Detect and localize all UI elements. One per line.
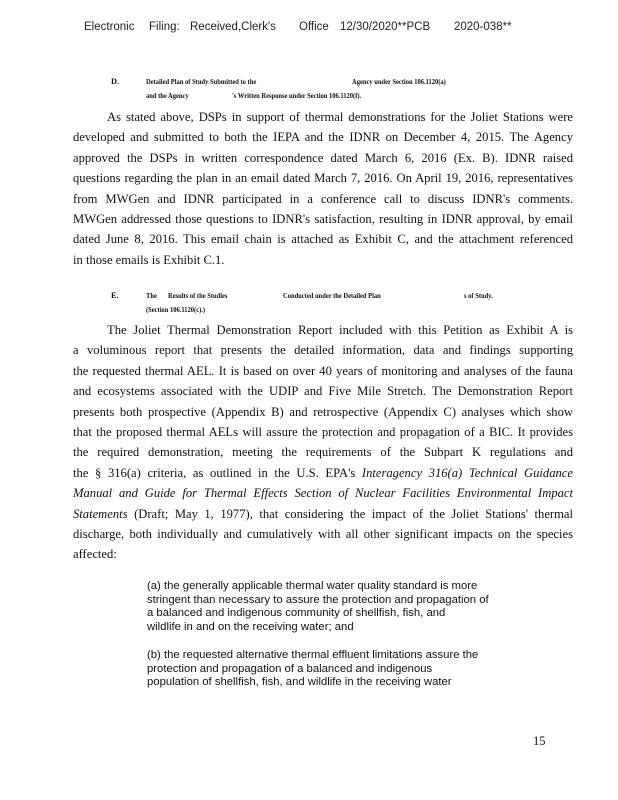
page-number: 15 xyxy=(533,734,546,748)
quote-line: protection and propagation of a balanced and indigenous xyxy=(147,662,433,675)
paragraph-line: a voluminous report that presents the detailed information, data and findings supporting xyxy=(73,343,573,358)
paragraph-line xyxy=(73,504,573,524)
section-e-title-c: Conducted under the Detailed Plan xyxy=(283,291,381,300)
section-d-title-d: 's Written Response under Section 106.1120(f). xyxy=(232,91,362,100)
quote-line: wildlife in and on the receiving water; and xyxy=(147,620,354,633)
quote-criterion-a xyxy=(147,580,515,634)
paragraph-line: from MWGen and IDNR participated in a conference call to discuss IDNR's comments. xyxy=(73,191,573,206)
paragraph-line: in those emails is Exhibit C.1. xyxy=(73,252,225,267)
quote-line: stringent than necessary to assure the protection and propagation of xyxy=(147,593,489,606)
paragraph-line: developed and submitted to both the IEPA and the IDNR on December 4, 2015. The Agency xyxy=(73,130,573,145)
paragraph-line: approved the DSPs in written correspondence dated March 6, 2016 (Ex. B). IDNR raised xyxy=(73,150,573,165)
paragraph-demonstration-report xyxy=(73,320,573,565)
paragraph-text: (Draft; May 1, 1977), that considering the impact of the Joliet Stations' thermal xyxy=(127,506,573,521)
guidance-title-end: Statements xyxy=(73,506,128,521)
paragraph-line: the required demonstration, meeting the requirements of the Subpart K regulations and xyxy=(73,445,573,460)
paragraph-line: affected: xyxy=(73,547,117,562)
section-d-title-c: and the Agency xyxy=(146,91,189,100)
paragraph-line: and ecosystems associated with the UDIP and Five Mile Stretch. The Demonstration Report xyxy=(73,384,573,399)
section-e-title-a: The xyxy=(146,291,157,300)
paragraph-line: As stated above, DSPs in support of thermal demonstrations for the Joliet Stations were xyxy=(107,110,573,124)
section-d-title-b: Agency under Section 106.1120(a) xyxy=(352,77,446,86)
section-e-title-e: (Section 106.1120(c).) xyxy=(146,305,206,314)
paragraph-line: presents both prospective (Appendix B) and retrospective (Appendix C) analyses which show xyxy=(73,404,573,419)
section-e-title-d: s of Study. xyxy=(464,291,493,300)
paragraph-line: dated June 8, 2016. This email chain is attached as Exhibit C, and the attachment referenced xyxy=(73,232,573,247)
quote-line: a balanced and indigenous community of shellfish, fish, and xyxy=(147,607,446,620)
header-electronic: Electronic xyxy=(84,21,135,33)
paragraph-dsp-history xyxy=(73,107,573,270)
paragraph-line: the requested thermal AEL. It is based on over 40 years of monitoring and analyses of the fauna xyxy=(73,363,573,378)
quote-line: (b) the requested alternative thermal effluent limitations assure the xyxy=(147,649,479,661)
paragraph-line: that the proposed thermal AELs will assure the protection and propagation of a BIC. It provides xyxy=(73,425,573,440)
quote-criterion-b xyxy=(147,649,515,690)
guidance-title: Interagency 316(a) Technical Guidance xyxy=(361,465,573,480)
paragraph-line xyxy=(73,463,573,483)
header-filing: Filing: xyxy=(149,21,180,33)
quote-line: population of shellfish, fish, and wildlife in the receiving water xyxy=(147,676,452,689)
quote-line: (a) the generally applicable thermal water quality standard is more xyxy=(147,580,478,592)
paragraph-text: the § 316(a) criteria, as outlined in the U.S. EPA's xyxy=(73,465,356,480)
section-d-letter: D. xyxy=(111,77,120,86)
section-e-title-b: Results of the Studies xyxy=(168,291,228,300)
paragraph-line: discharge, both individually and cumulatively with all other significant impacts on the species xyxy=(73,527,573,542)
paragraph-line: questions regarding the plan in an email dated March 7, 2016. On April 19, 2016, representatives xyxy=(73,171,573,186)
section-e-letter: E. xyxy=(111,291,119,300)
header-docket: 2020-038** xyxy=(454,21,512,33)
header-received: Received,Clerk's xyxy=(190,21,276,33)
header-office: Office xyxy=(299,21,329,33)
section-d-title-a: Detailed Plan of Study Submitted to the xyxy=(146,77,257,86)
paragraph-line xyxy=(73,483,573,503)
paragraph-line: The Joliet Thermal Demonstration Report included with this Petition as Exhibit A is xyxy=(107,323,573,337)
paragraph-line: MWGen addressed those questions to IDNR's satisfaction, resulting in IDNR approval, by email xyxy=(73,212,573,227)
header-date: 12/30/2020**PCB xyxy=(340,21,431,33)
guidance-title-cont: Manual and Guide for Thermal Effects Section of Nuclear Facilities Environmental Impact xyxy=(73,486,573,501)
